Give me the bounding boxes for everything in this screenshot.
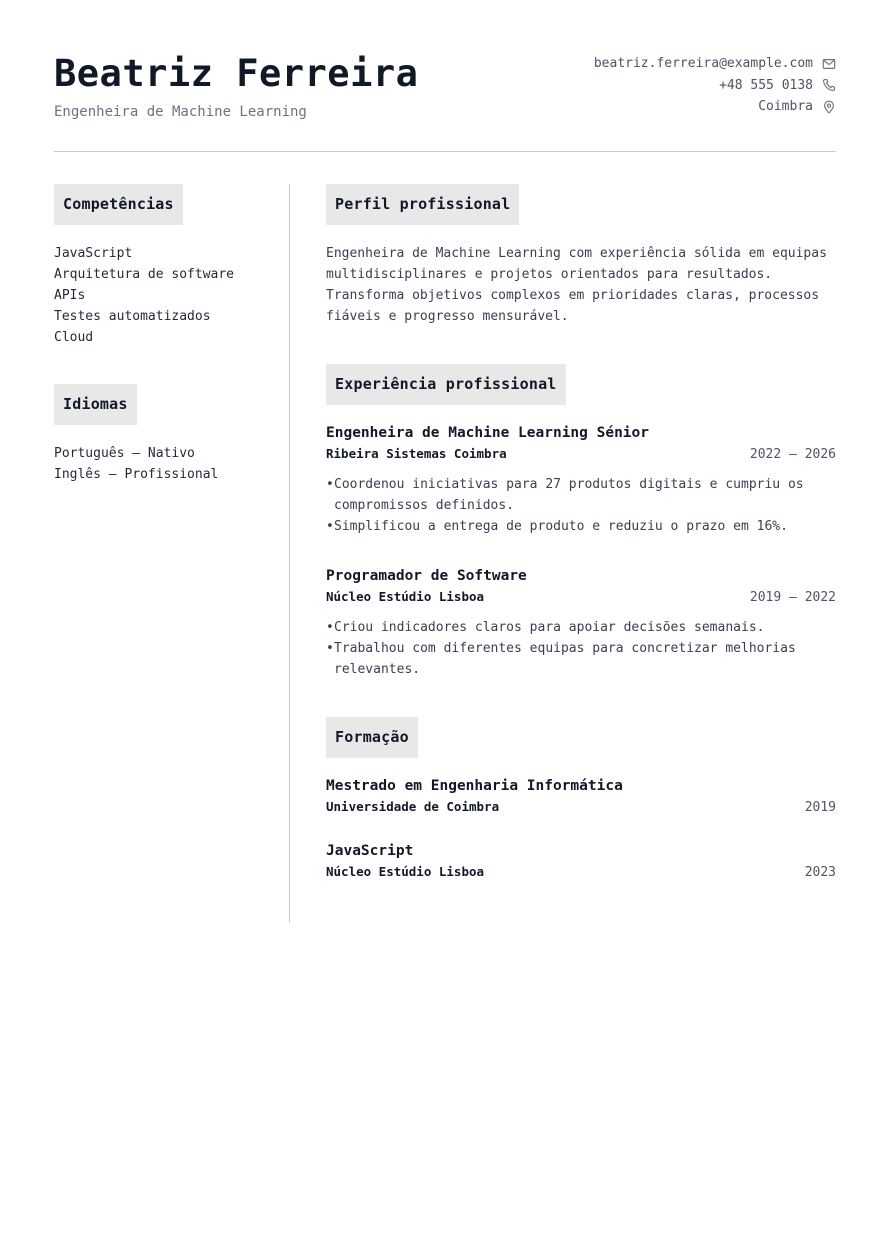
job-bullet — [326, 516, 836, 537]
degree-title: JavaScript — [326, 843, 414, 859]
skill-item: JavaScript — [54, 246, 133, 261]
contact-email[interactable] — [594, 55, 836, 73]
skill-item: APIs — [54, 288, 86, 303]
job-bullet — [326, 638, 836, 680]
candidate-role: Engenheira de Machine Learning — [54, 104, 307, 120]
column-divider — [289, 184, 290, 922]
job-bullet-text: Criou indicadores claros para apoiar decisões semanais. — [334, 620, 765, 635]
job-dates: 2019 — 2022 — [749, 590, 836, 605]
job-entry — [326, 423, 836, 537]
job-meta — [326, 587, 836, 608]
job-title: Engenheira de Machine Learning Sénior — [326, 425, 650, 441]
school-name: Universidade de Coimbra — [326, 799, 500, 814]
header-divider — [54, 151, 836, 152]
job-entry — [326, 566, 836, 680]
education-entry — [326, 841, 836, 883]
job-bullets — [326, 474, 836, 537]
bullet-dot: • — [326, 519, 334, 534]
contact-block — [594, 55, 836, 116]
phone-text[interactable]: +48 555 0138 — [719, 77, 813, 93]
mail-icon — [822, 57, 836, 71]
job-bullet-text: Coordenou iniciativas para 27 produtos digitais e cumpriu os compromissos definidos. — [334, 477, 804, 513]
job-title: Programador de Software — [326, 568, 527, 584]
job-bullet-text: Trabalhou com diferentes equipas para concretizar melhorias relevantes. — [334, 641, 796, 677]
degree-title: Mestrado em Engenharia Informática — [326, 778, 623, 794]
profile-section — [326, 184, 836, 327]
phone-icon — [822, 78, 836, 92]
main-content — [326, 184, 836, 883]
job-meta — [326, 444, 836, 465]
experience-section — [326, 364, 836, 680]
job-bullet — [326, 474, 836, 516]
job-bullets — [326, 617, 836, 680]
sidebar — [54, 184, 269, 485]
job-company: Núcleo Estúdio Lisboa — [326, 589, 485, 604]
education-section — [326, 717, 836, 883]
education-year: 2023 — [804, 865, 836, 880]
location-text: Coimbra — [758, 99, 813, 115]
profile-heading: Perfil profissional — [326, 184, 519, 225]
job-bullet-text: Simplificou a entrega de produto e reduziu o prazo em 16%. — [334, 519, 788, 534]
skills-heading: Competências — [54, 184, 183, 225]
languages-section — [54, 384, 269, 485]
job-dates: 2022 — 2026 — [749, 447, 836, 462]
bullet-dot: • — [326, 641, 334, 656]
map-pin-icon — [822, 100, 836, 114]
education-year: 2019 — [804, 800, 836, 815]
language-item: Inglês — Profissional — [54, 467, 219, 482]
bullet-dot: • — [326, 477, 334, 492]
contact-location — [758, 98, 836, 116]
skill-item: Testes automatizados — [54, 309, 211, 324]
bullet-dot: • — [326, 620, 334, 635]
job-company: Ribeira Sistemas Coimbra — [326, 446, 507, 461]
skills-section — [54, 184, 269, 348]
school-name: Núcleo Estúdio Lisboa — [326, 864, 485, 879]
contact-phone[interactable] — [719, 77, 836, 95]
skill-item: Arquitetura de software — [54, 267, 235, 282]
languages-list — [54, 443, 269, 485]
education-meta — [326, 862, 836, 883]
job-bullet — [326, 617, 836, 638]
education-meta — [326, 797, 836, 818]
education-heading: Formação — [326, 717, 418, 758]
skill-item: Cloud — [54, 330, 94, 345]
skills-list — [54, 243, 269, 348]
languages-heading: Idiomas — [54, 384, 137, 425]
email-text[interactable]: beatriz.ferreira@example.com — [593, 56, 813, 72]
experience-heading: Experiência profissional — [326, 364, 566, 405]
language-item: Português — Nativo — [54, 446, 195, 461]
education-entry — [326, 776, 836, 818]
profile-summary: Engenheira de Machine Learning com experiência sólida em equipas multidisciplinares e projetos orientados para resultados. Transforma objetivos complexos em prioridades claras, processos fiáveis e progresso mensurável. — [326, 246, 827, 324]
candidate-name: Beatriz Ferreira — [54, 52, 419, 95]
